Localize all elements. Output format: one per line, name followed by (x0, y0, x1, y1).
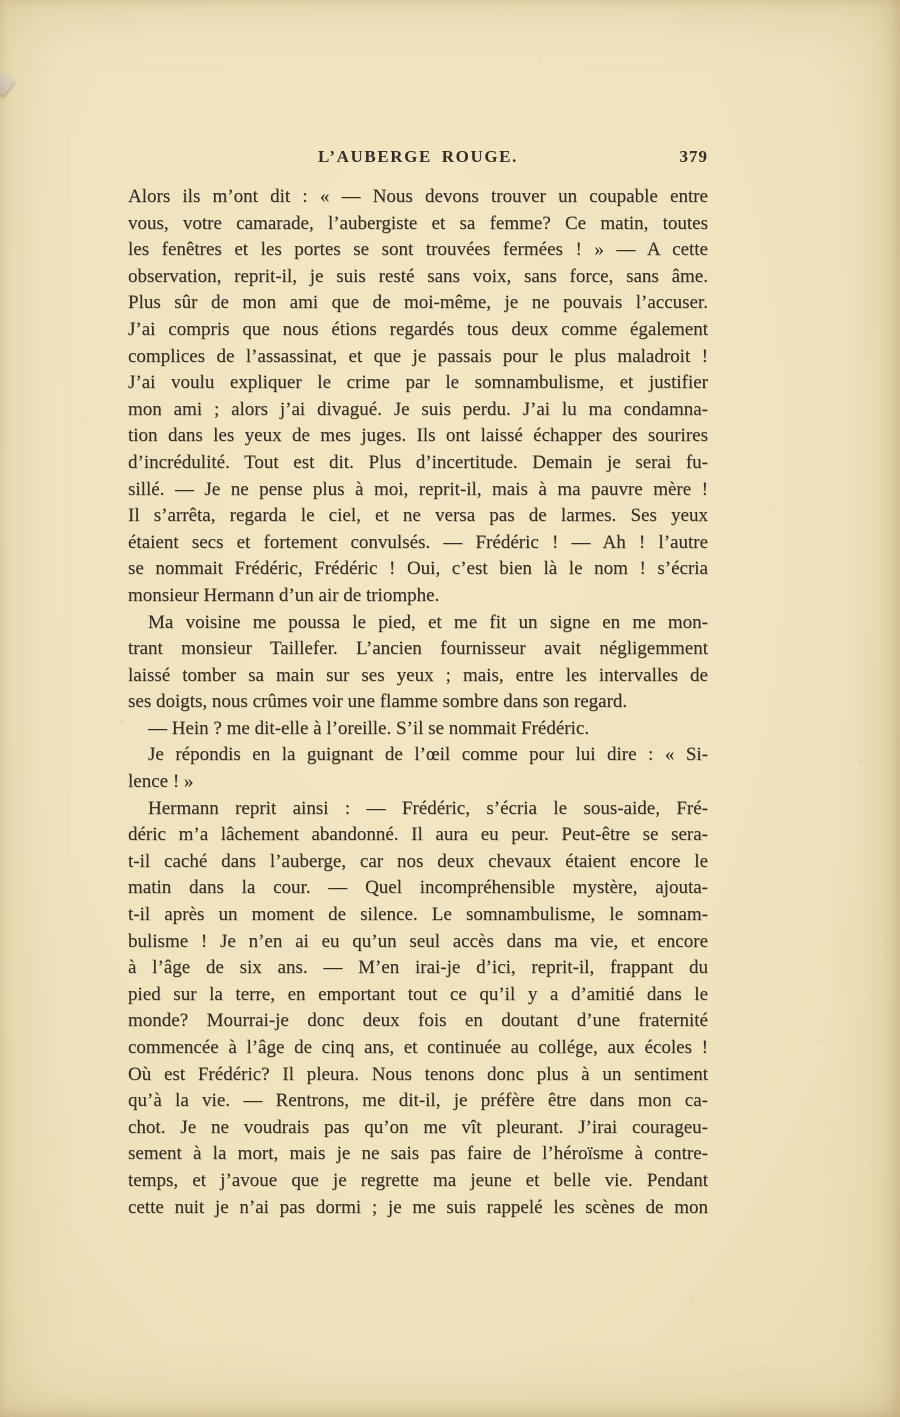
text-line: sement à la mort, mais je ne sais pas faire de l’héroïsme à contre- (128, 1143, 708, 1165)
text-line: J’ai compris que nous étions regardés tous deux comme également (128, 318, 708, 340)
paper-speckles (0, 0, 2, 2)
running-head (128, 147, 708, 169)
text-line: monsieur Hermann d’un air de triomphe. (128, 584, 440, 606)
text-line: Où est Frédéric? Il pleura. Nous tenons donc plus à un sentiment (128, 1063, 708, 1085)
text-line: Hermann reprit ainsi : — Frédéric, s’écria le sous-aide, Fré- (148, 797, 708, 819)
paper-edge-chip (0, 72, 16, 97)
text-block (128, 184, 708, 1221)
text-line: t-il après un moment de silence. Le somnambulisme, le somnam- (128, 904, 708, 926)
text-line: observation, reprit-il, je suis resté sans voix, sans force, sans âme. (128, 265, 708, 287)
text-line: chot. Je ne voudrais pas qu’on me vît pleurant. J’irai courageu- (128, 1116, 708, 1138)
text-line: matin dans la cour. — Quel incompréhensible mystère, ajouta- (128, 877, 708, 899)
text-line: Ma voisine me poussa le pied, et me fit un signe en me mon- (148, 611, 708, 633)
text-line: trant monsieur Taillefer. L’ancien fournisseur avait négligemment (128, 638, 708, 660)
text-line: les fenêtres et les portes se sont trouvées fermées ! » — A cette (128, 239, 708, 261)
text-line: vous, votre camarade, l’aubergiste et sa femme? Ce matin, toutes (128, 212, 708, 234)
text-line: Plus sûr de mon ami que de moi-même, je ne pouvais l’accuser. (128, 292, 708, 314)
text-line: bulisme ! Je n’en ai eu qu’un seul accès dans ma vie, et encore (128, 930, 708, 952)
text-line: commencée à l’âge de cinq ans, et continuée au collége, aux écoles ! (128, 1037, 708, 1058)
page-number: 379 (679, 147, 708, 166)
text-line: tion dans les yeux de mes juges. Ils ont laissé échapper des sourires (128, 425, 708, 447)
text-line: laissé tomber sa main sur ses yeux ; mais, entre les intervalles de (128, 664, 708, 686)
text-line: ses doigts, nous crûmes voir une flamme sombre dans son regard. (128, 691, 628, 713)
text-line: J’ai voulu expliquer le crime par le somnambulisme, et justifier (128, 372, 708, 394)
text-line: Je répondis en la guignant de l’œil comme pour lui dire : « Si- (148, 744, 708, 766)
text-line: sillé. — Je ne pense plus à moi, reprit-il, mais à ma pauvre mère ! (128, 478, 708, 500)
text-line: pied sur la terre, en emportant tout ce qu’il y a d’amitié dans le (128, 983, 708, 1005)
running-title: L’AUBERGE ROUGE. (318, 147, 518, 166)
text-line: complices de l’assassinat, et que je passais pour le plus maladroit ! (128, 345, 708, 367)
text-line: cette nuit je n’ai pas dormi ; je me suis rappelé les scènes de mon (128, 1196, 708, 1218)
text-line: — Hein ? me dit-elle à l’oreille. S’il se nommait Frédéric. (148, 717, 590, 739)
text-line: d’incrédulité. Tout est dit. Plus d’incertitude. Demain je serai fu- (128, 451, 708, 473)
text-line: déric m’a lâchement abandonné. Il aura eu peur. Peut-être se sera- (128, 824, 708, 846)
text-line: t-il caché dans l’auberge, car nos deux chevaux étaient encore le (128, 850, 708, 872)
text-line: Il s’arrêta, regarda le ciel, et ne versa pas de larmes. Ses yeux (128, 505, 708, 527)
text-line: temps, et j’avoue que je regrette ma jeune et belle vie. Pendant (128, 1169, 708, 1191)
text-line: à l’âge de six ans. — M’en irai-je d’ici, reprit-il, frappant du (128, 957, 708, 979)
text-line: étaient secs et fortement convulsés. — Frédéric ! — Ah ! l’autre (128, 531, 708, 553)
text-line: Alors ils m’ont dit : « — Nous devons trouver un coupable entre (128, 186, 708, 207)
text-line: se nommait Frédéric, Frédéric ! Oui, c’est bien là le nom ! s’écria (128, 558, 708, 580)
text-line: qu’à la vie. — Rentrons, me dit-il, je préfère être dans mon ca- (128, 1090, 708, 1112)
text-line: mon ami ; alors j’ai divagué. Je suis perdu. J’ai lu ma condamna- (128, 398, 708, 420)
text-line: lence ! » (128, 771, 194, 793)
text-line: monde? Mourrai-je donc deux fois en doutant d’une fraternité (128, 1010, 708, 1032)
